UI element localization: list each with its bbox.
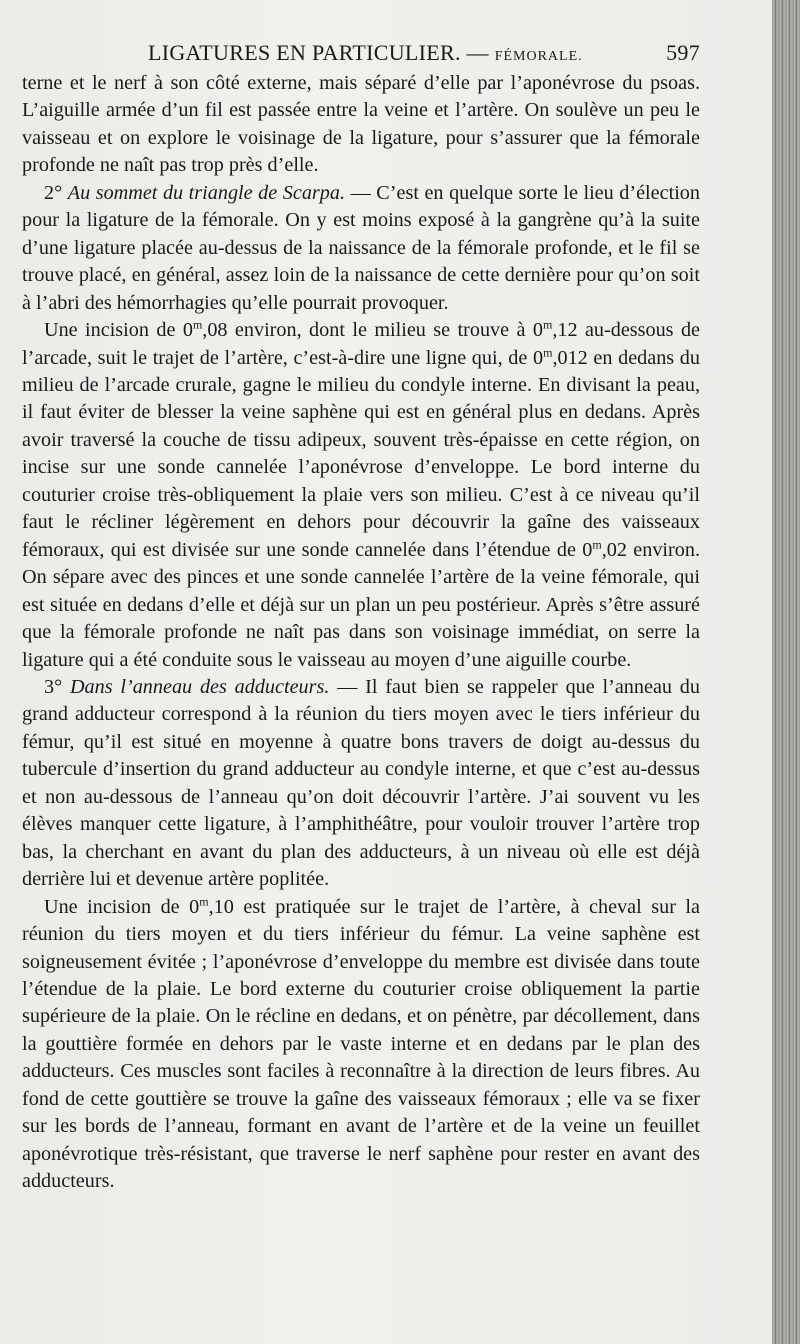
- section-heading: Au sommet du triangle de Scarpa.: [67, 181, 346, 204]
- paragraph-adducteurs: [22, 674, 700, 894]
- text-run: ,012 en dedans du milieu de l’arcade crurale, gagne le milieu du condyle interne. En divisant la peau, il faut éviter de blesser la veine saphène qui est en général plus en dedans. Après avoir traversé la couche de tissu adipeux, souvent très-épaisse en cette région, on incise sur une sonde cannelée l’aponévrose d’enveloppe. Le bord interne du couturier croise très-obliquement la plaie vers son milieu. C’est à ce niveau qu’il faut le récliner légèrement en dehors pour découvrir la gaîne des vaisseaux fémoraux, qui est divisée sur une sonde cannelée dans l’étendue de 0: [22, 346, 700, 561]
- section-number: 2°: [44, 181, 63, 204]
- section-number: 3°: [44, 675, 63, 698]
- unit-superscript: m: [199, 893, 209, 908]
- running-subtitle: FÉMORALE.: [494, 49, 583, 64]
- unit-superscript: m: [542, 317, 553, 332]
- text-run: Une incision de 0: [44, 895, 200, 918]
- unit-superscript: m: [192, 317, 203, 332]
- book-gutter: [772, 0, 800, 1344]
- text-run: ,08 environ, dont le milieu se trouve à 0: [202, 319, 543, 342]
- paragraph-incision-2: [22, 894, 700, 1196]
- text-run: Une incision de 0: [44, 319, 193, 342]
- text-run: ,12 au-dessous de l’arcade, suit le trajet de l’artère, c’est-à-dire une ligne qui, de 0: [22, 319, 700, 369]
- text-run: ,10 est pratiquée sur le trajet de l’artère, à cheval sur la réunion du tiers moyen et du tiers inférieur du fémur. La veine saphène est soigneusement évitée ; l’aponévrose d’enveloppe du membre est divisée dans toute l’étendue de la plaie. Le bord externe du couturier croise obliquement la partie supérieure de la plaie. On le récline en dedans, et on pénètre, par décollement, dans la gouttière formée en dehors par le vaste interne et en dedans par le plan des adducteurs. Ces muscles sont faciles à reconnaître à la direction de leurs fibres. Au fond de cette gouttière se trouve la gaîne des vaisseaux fémoraux ; elle va se fixer sur les bords de l’anneau, formant en avant de l’artère et de la veine un feuillet aponévrotique très-résistant, que traverse le nerf saphène pour rester en avant des adducteurs.: [22, 895, 700, 1193]
- running-title-text: LIGATURES EN PARTICULIER. —: [148, 40, 489, 65]
- running-title: [148, 40, 583, 66]
- running-header: [148, 40, 700, 70]
- paragraph-text: — Il faut bien se rappeler que l’anneau du grand adducteur correspond à la réunion du tiers moyen avec le tiers inférieur du fémur, qu’il est situé en moyenne à quatre bons travers de doigt au-dessus du tubercule d’insertion du grand adducteur au condyle interne, et que c’est au-dessus et non au-dessous de l’anneau qu’on doit découvrir l’artère. J’ai souvent vu les élèves manquer cette ligature, à l’amphithéâtre, pour vouloir trouver l’artère trop bas, la cherchant en avant du plan des adducteurs, à un niveau où elle est déjà derrière lui et devenue artère poplitée.: [22, 675, 700, 891]
- unit-superscript: m: [592, 536, 602, 551]
- text-run: ,02 environ. On sépare avec des pinces et une sonde cannelée l’artère de la veine fémorale, qui est située en dedans d’elle et déjà sur un plan un peu postérieur. Après s’être assuré que la fémorale profonde ne naît pas dans son voisinage immédiat, on serre la ligature qui a été conduite sous le vaisseau au moyen d’une aiguille courbe.: [22, 538, 700, 671]
- paragraph-continuation: terne et le nerf à son côté externe, mais séparé d’elle par l’aponévrose du psoas. L’aiguille armée d’un fil est passée entre la veine et l’artère. On soulève un peu le vaisseau et on explore le voisinage de la ligature, pour s’assurer que la fémorale profonde ne naît pas trop près d’elle.: [22, 72, 700, 177]
- paragraph-scarpa: [22, 180, 700, 317]
- body-text: [22, 70, 700, 1196]
- unit-superscript: m: [543, 344, 553, 359]
- paragraph-text: — C’est en quelque sorte le lieu d’élection pour la ligature de la fémorale. On y est moins exposé à la gangrène qu’à la suite d’une ligature placée au-dessus de la naissance de la fémorale profonde, et le fil se trouve placé, en général, assez loin de la naissance de cette dernière pour qu’on soit à l’abri des hémorrhagies qu’elle pourrait provoquer.: [22, 181, 700, 314]
- paragraph-incision-1: [22, 317, 700, 674]
- page-number: 597: [666, 40, 700, 65]
- section-heading: Dans l’anneau des adducteurs.: [69, 675, 330, 698]
